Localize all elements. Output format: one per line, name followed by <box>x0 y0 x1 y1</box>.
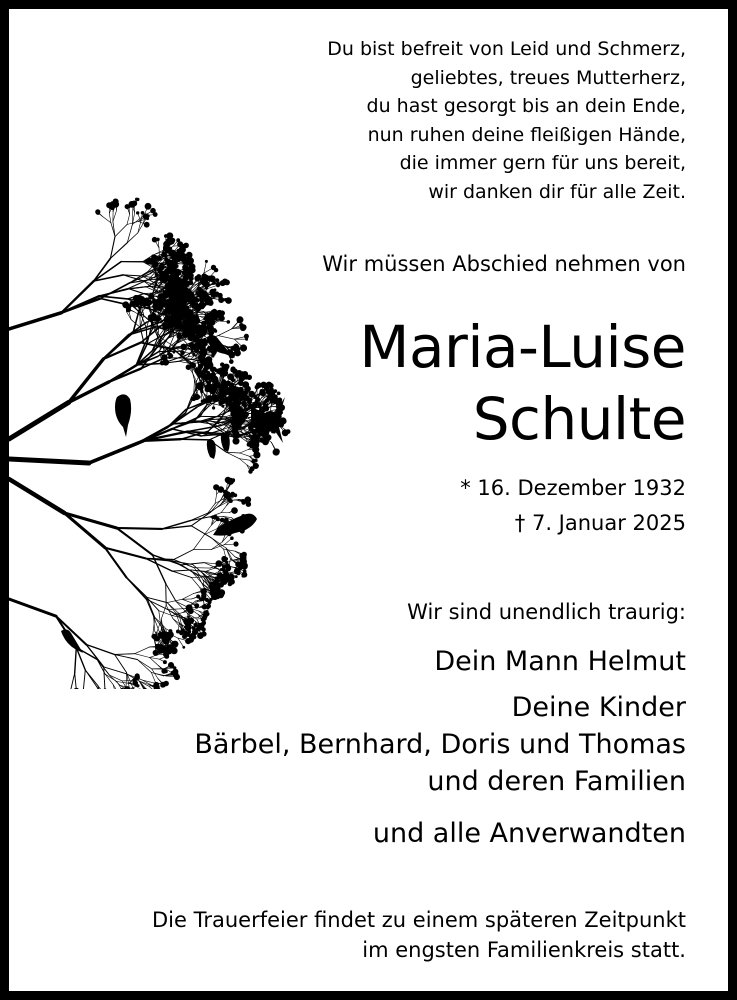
mourners-intro: Wir sind unendlich traurig: <box>407 600 686 624</box>
mourner-children <box>194 689 686 800</box>
funeral-line: im engsten Familienkreis statt. <box>362 938 686 962</box>
poem <box>327 35 686 206</box>
poem-line: wir danken dir für alle Zeit. <box>428 180 686 203</box>
poem-line: Du bist befreit von Leid und Schmerz, <box>327 38 686 60</box>
farewell-intro: Wir müssen Abschied nehmen von <box>322 252 686 276</box>
children-names: Bärbel, Bernhard, Doris und Thomas <box>194 729 686 760</box>
death-date: † 7. Januar 2025 <box>514 511 686 535</box>
poem-line: du hast gesorgt bis an dein Ende, <box>366 95 686 117</box>
last-name: Schulte <box>472 385 686 453</box>
children-families: und deren Familien <box>427 766 686 797</box>
mourner-relatives: und alle Anverwandten <box>372 818 686 849</box>
life-dates <box>460 471 686 541</box>
deceased-name <box>359 311 686 455</box>
poem-line: die immer gern für uns bereit, <box>399 152 686 174</box>
children-label: Deine Kinder <box>511 692 686 723</box>
mourner-husband: Dein Mann Helmut <box>434 646 686 677</box>
funeral-line: Die Trauerfeier findet zu einem späteren Zeitpunkt <box>152 908 686 932</box>
first-name: Maria-Luise <box>359 313 686 381</box>
birth-date: * 16. Dezember 1932 <box>460 476 686 500</box>
tree-with-birds-icon <box>9 129 319 689</box>
poem-line: nun ruhen deine fleißigen Hände, <box>367 123 686 146</box>
funeral-notice <box>152 905 686 965</box>
poem-line: geliebtes, treues Mutterherz, <box>410 66 686 89</box>
